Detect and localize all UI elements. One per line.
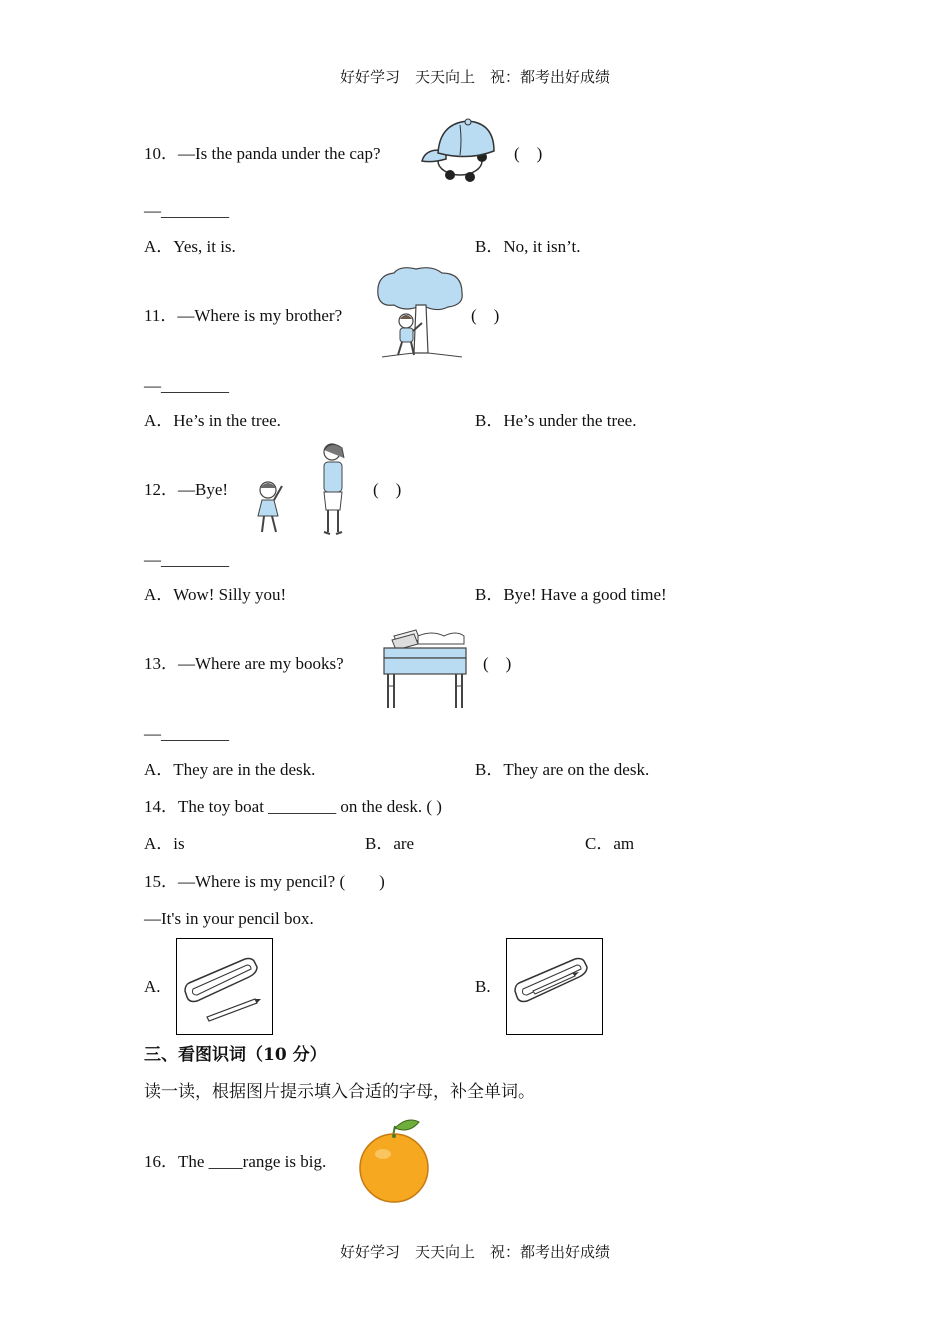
q11-text: —Where is my brother?	[177, 306, 343, 325]
girl-and-woman-waving-image	[250, 440, 360, 538]
page-header: 好好学习 天天向上 祝：都考出好成绩	[339, 68, 610, 86]
q13-answer-paren: ( )	[483, 654, 512, 673]
q16-text: The ____range is big.	[178, 1152, 327, 1171]
q13-option-a: A．They are in the desk.	[144, 760, 316, 779]
q12-answer-paren: ( )	[373, 480, 402, 499]
q10-answer-paren: ( )	[514, 144, 543, 163]
q12-question	[144, 480, 228, 500]
q15-option-b-picture	[506, 938, 603, 1035]
pencil-beside-box-image	[177, 939, 272, 1034]
q11-answer-paren: ( )	[471, 306, 500, 325]
q15-option-a-label: A.	[144, 977, 161, 996]
q13-text: —Where are my books?	[178, 654, 344, 673]
section-3-title: 三、看图识词（10 分）	[144, 1045, 327, 1065]
q14-option-b: B．are	[365, 834, 415, 853]
panda-under-cap-image	[416, 117, 500, 189]
q15-option-a-picture	[176, 938, 273, 1035]
books-on-desk-image	[380, 626, 470, 710]
q15-number: 15．	[144, 872, 178, 891]
q14-option-a: A．is	[144, 834, 185, 853]
q16-question	[144, 1152, 326, 1172]
orange-image	[355, 1114, 433, 1206]
q12-number: 12．	[144, 480, 178, 499]
q12-option-b: B．Bye! Have a good time!	[475, 585, 667, 604]
q14-question	[144, 797, 442, 817]
q11-option-a: A．He’s in the tree.	[144, 411, 281, 430]
q15-question	[144, 872, 385, 892]
q10-question	[144, 144, 381, 164]
boy-under-tree-image	[376, 265, 464, 359]
q12-option-a: A．Wow! Silly you!	[144, 585, 287, 604]
q10-option-b: B．No, it isn’t.	[475, 237, 581, 256]
page-footer: 好好学习 天天向上 祝：都考出好成绩	[339, 1243, 610, 1261]
q15-text: —Where is my pencil? ( )	[178, 872, 385, 891]
q14-option-c: C．am	[585, 834, 635, 853]
section-3-instruction: 读一读，根据图片提示填入合适的字母，补全单词。	[144, 1082, 535, 1102]
q12-text: —Bye!	[178, 480, 229, 499]
q13-option-b: B．They are on the desk.	[475, 760, 650, 779]
q11-number: 11．	[144, 306, 178, 325]
q13-question	[144, 654, 344, 674]
q12-answer-blank: —________	[144, 550, 229, 569]
q15-reply: —It's in your pencil box.	[144, 909, 314, 928]
q10-text: —Is the panda under the cap?	[178, 144, 381, 163]
q13-answer-blank: —________	[144, 724, 229, 743]
q11-option-b: B．He’s under the tree.	[475, 411, 637, 430]
q14-text: The toy boat ________ on the desk. ( )	[178, 797, 442, 816]
q16-number: 16．	[144, 1152, 178, 1171]
q11-answer-blank: —________	[144, 376, 229, 395]
q10-option-a: A．Yes, it is.	[144, 237, 236, 256]
q15-option-b-label: B.	[475, 977, 491, 996]
q11-question	[144, 306, 342, 326]
q14-number: 14．	[144, 797, 178, 816]
pencil-in-box-image	[507, 939, 602, 1034]
q13-number: 13．	[144, 654, 178, 673]
q10-answer-blank: —________	[144, 201, 229, 220]
q10-number: 10．	[144, 144, 178, 163]
